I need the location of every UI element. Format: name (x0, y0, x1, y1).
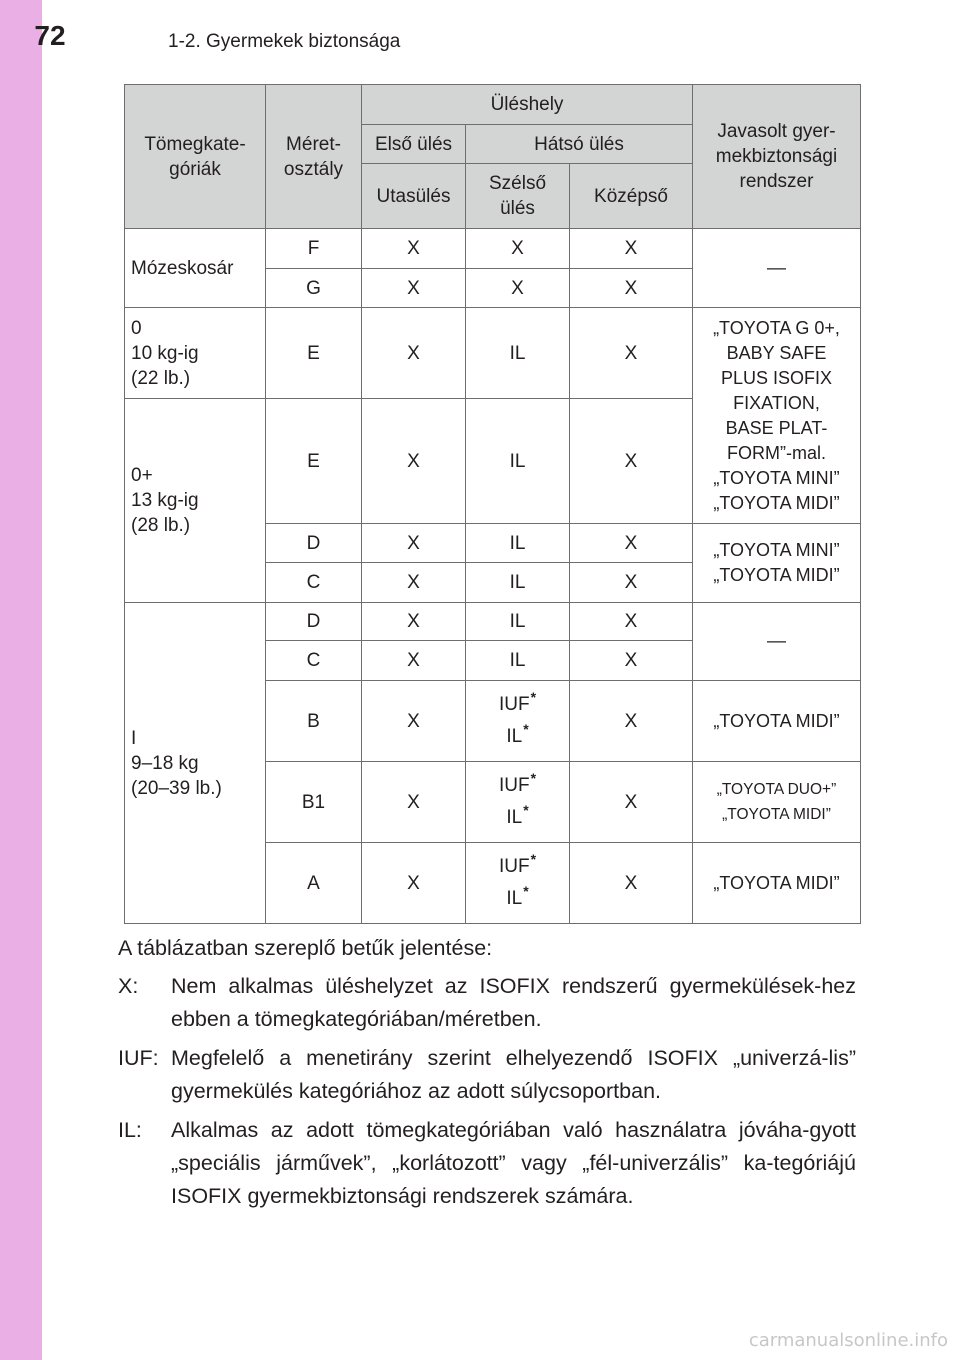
middle-cell: X (570, 524, 693, 563)
recommended-cell: „TOYOTA G 0+, BABY SAFE PLUS ISOFIX FIXATION, BASE PLAT- FORM”-mal. „TOYOTA MINI” „TOYOTA MIDI” (693, 308, 861, 524)
header-front-seat: Első ülés (362, 125, 466, 164)
legend-text: Megfelelő a menetirány szerint elhelyezendő ISOFIX „univerzá-lis” gyermekülés kategóriához az adott súlycsoportban. (171, 1046, 856, 1103)
passenger-cell: X (362, 269, 466, 308)
size-cell: B1 (266, 762, 362, 843)
middle-cell: X (570, 563, 693, 603)
outer-cell: IL (466, 603, 570, 641)
asterisk-mark: * (530, 689, 537, 705)
recommended-cell: „TOYOTA DUO+” „TOYOTA MIDI” (693, 762, 861, 843)
outer-cell: IL (466, 524, 570, 563)
middle-cell: X (570, 603, 693, 641)
legend-entry (118, 1042, 856, 1108)
category-cell: Mózeskosár (125, 229, 266, 308)
recommended-cell: — (693, 229, 861, 308)
passenger-cell: X (362, 524, 466, 563)
watermark: carmanualsonline.info (748, 1330, 948, 1351)
legend-entry (118, 1114, 856, 1213)
outer-cell (466, 681, 570, 762)
middle-cell: X (570, 399, 693, 524)
legend-text: Alkalmas az adott tömegkategóriában való használatra jóváha-gyott „speciális járművek”, „korlátozott” vagy „fél-univerzális” ka-tegóriájú ISOFIX gyermekbiztonsági rendszerek számára. (171, 1118, 856, 1208)
outer-value-text: IUF (498, 856, 530, 877)
category-cell: 0+ 13 kg-ig (28 lb.) (125, 399, 266, 603)
header-size-class: Méret- osztály (266, 85, 362, 229)
passenger-cell: X (362, 681, 466, 762)
outer-value-text: IL (506, 807, 523, 828)
middle-cell: X (570, 843, 693, 924)
page-number: 72 (34, 20, 66, 51)
size-cell: A (266, 843, 362, 924)
passenger-cell: X (362, 603, 466, 641)
category-cell: 0 10 kg-ig (22 lb.) (125, 308, 266, 399)
header-rear-seat: Hátsó ülés (466, 125, 693, 164)
header-passenger-seat: Utasülés (362, 164, 466, 229)
legend-text: Nem alkalmas üléshelyzet az ISOFIX rendszerű gyermekülések-hez ebben a tömegkategóriában/méretben. (171, 974, 856, 1031)
outer-cell: IL (466, 641, 570, 681)
section-color-strip (0, 0, 42, 1360)
size-cell: C (266, 563, 362, 603)
legend (118, 932, 856, 1219)
middle-cell: X (570, 762, 693, 843)
outer-value-il (469, 721, 566, 753)
middle-cell: X (570, 681, 693, 762)
outer-cell: IL (466, 399, 570, 524)
outer-value-text: IL (506, 726, 523, 747)
outer-cell: X (466, 229, 570, 269)
header-weight-category: Tömegkate- góriák (125, 85, 266, 229)
recommended-cell: „TOYOTA MIDI” (693, 681, 861, 762)
table-row (125, 229, 861, 269)
legend-code: IUF: (118, 1046, 159, 1070)
size-cell: B (266, 681, 362, 762)
passenger-cell: X (362, 563, 466, 603)
size-cell: E (266, 399, 362, 524)
passenger-cell: X (362, 762, 466, 843)
section-title: 1-2. Gyermekek biztonsága (168, 31, 401, 52)
outer-cell: IL (466, 308, 570, 399)
recommended-cell: „TOYOTA MINI” „TOYOTA MIDI” (693, 524, 861, 603)
isofix-table (124, 84, 861, 924)
middle-cell: X (570, 229, 693, 269)
legend-intro: A táblázatban szereplő betűk jelentése: (118, 936, 493, 960)
middle-cell: X (570, 308, 693, 399)
legend-code: X: (118, 974, 139, 998)
passenger-cell: X (362, 641, 466, 681)
outer-value-text: IL (506, 888, 523, 909)
asterisk-mark: * (523, 721, 529, 737)
header-recommended-system: Javasolt gyer- mekbiztonsági rendszer (693, 85, 861, 229)
middle-cell: X (570, 269, 693, 308)
asterisk-mark: * (523, 802, 529, 818)
size-cell: E (266, 308, 362, 399)
asterisk-mark: * (530, 770, 537, 786)
middle-cell: X (570, 641, 693, 681)
outer-cell (466, 762, 570, 843)
passenger-cell: X (362, 399, 466, 524)
category-cell: I 9–18 kg (20–39 lb.) (125, 603, 266, 924)
outer-value-il (469, 883, 566, 915)
outer-value-il (469, 802, 566, 834)
passenger-cell: X (362, 843, 466, 924)
table-row (125, 603, 861, 641)
header-middle-seat: Középső (570, 164, 693, 229)
recommended-cell: „TOYOTA MIDI” (693, 843, 861, 924)
size-cell: D (266, 603, 362, 641)
header-seat-position: Üléshely (362, 85, 693, 125)
outer-value-text: IUF (498, 694, 530, 715)
table-row (125, 308, 861, 399)
asterisk-mark: * (523, 883, 529, 899)
outer-value-iuf (469, 851, 566, 883)
recommended-cell: — (693, 603, 861, 681)
asterisk-mark: * (530, 851, 537, 867)
passenger-cell: X (362, 308, 466, 399)
size-cell: F (266, 229, 362, 269)
outer-cell: IL (466, 563, 570, 603)
size-cell: D (266, 524, 362, 563)
outer-cell (466, 843, 570, 924)
size-cell: C (266, 641, 362, 681)
outer-cell: X (466, 269, 570, 308)
outer-value-iuf (469, 689, 566, 721)
outer-value-iuf (469, 770, 566, 802)
passenger-cell: X (362, 229, 466, 269)
legend-entry (118, 970, 856, 1036)
legend-code: IL: (118, 1118, 142, 1142)
header-outer-seat: Szélső ülés (466, 164, 570, 229)
size-cell: G (266, 269, 362, 308)
outer-value-text: IUF (498, 775, 530, 796)
